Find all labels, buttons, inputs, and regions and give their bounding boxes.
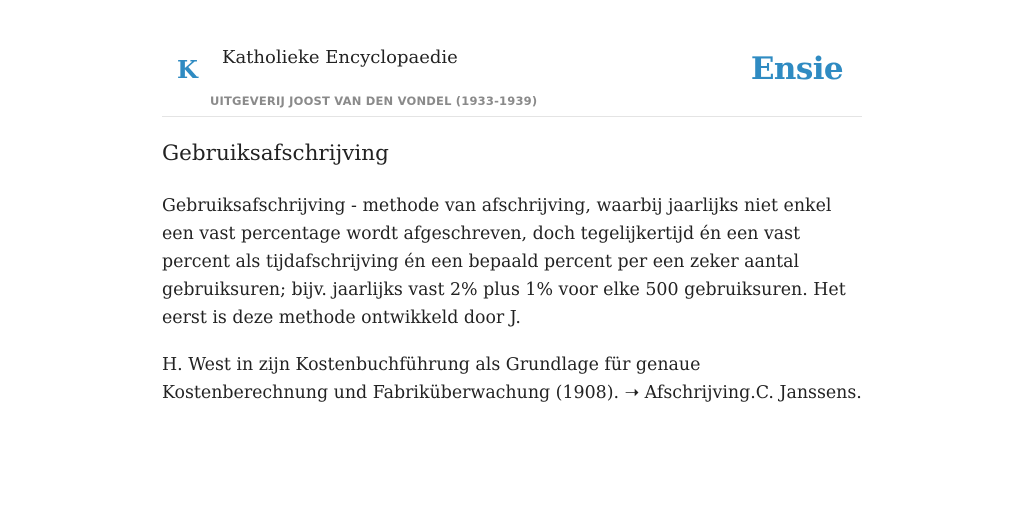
site-title[interactable]: Katholieke Encyclopaedie (222, 47, 458, 68)
ensie-logo[interactable]: Ensie (750, 51, 843, 87)
article-paragraph-2 (162, 351, 862, 407)
article-paragraph-1: Gebruiksafschrijving - methode van afschrijving, waarbij jaarlijks niet enkel een vast percentage wordt afgeschreven, doch tegelijkertijd én een vast percent als tijdafschrijving én een bepaald percent per een zeker aantal gebruiksuren; bijv. jaarlijks vast 2% plus 1% voor elke 500 gebruiksuren. Het eerst is deze methode ontwikkeld door J. (162, 196, 846, 328)
afschrijving-link[interactable]: ➝ Afschrijving (624, 383, 751, 403)
site-header (162, 0, 862, 117)
page-title: Gebruiksafschrijving (162, 141, 389, 166)
article-author: .C. Janssens. (750, 383, 862, 403)
publisher-subtitle: UITGEVERIJ JOOST VAN DEN VONDEL (1933-1939) (210, 94, 538, 108)
encyclopedia-logo-icon[interactable]: K (177, 55, 198, 84)
article-paragraph-2-text: H. West in zijn Kostenbuchführung als Grundlage für genaue Kostenberechnung und Fabriküberwachung (1908). (162, 355, 701, 403)
